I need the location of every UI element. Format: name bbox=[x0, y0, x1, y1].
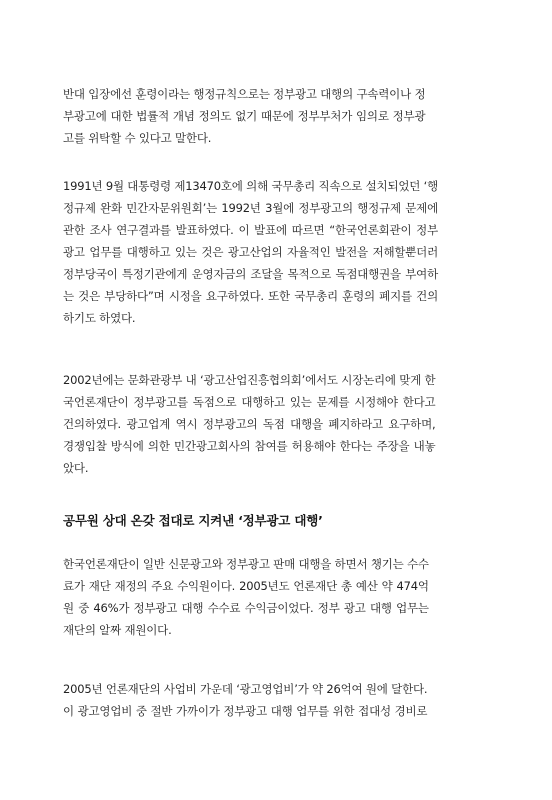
section-heading: 공무원 상대 온갖 접대로 지켜낸 ‘정부광고 대행’ bbox=[63, 513, 323, 528]
paragraph-2 bbox=[63, 175, 438, 329]
text-line: 부광고에 대한 법률적 개념 정의도 없기 때문에 정부부처가 임의로 정부광 bbox=[63, 109, 426, 123]
text-line: 반대 입장에선 훈령이라는 행정규칙으로는 정부광고 대행의 구속력이나 정 bbox=[63, 87, 426, 101]
text-line: 원 중 46%가 정부광고 대행 수수료 수익금이었다. 정부 광고 대행 업무는 bbox=[63, 601, 429, 615]
text-line: 재단의 알짜 재원이다. bbox=[63, 623, 172, 637]
text-line: 하기도 하였다. bbox=[63, 311, 136, 325]
text-line: 고를 위탁할 수 있다고 말한다. bbox=[63, 131, 212, 145]
text-line: 광고 업무를 대행하고 있는 것은 광고산업의 자율적인 발전을 저해할뿐더러 bbox=[63, 245, 438, 259]
text-line: 한국언론재단이 일반 신문광고와 정부광고 판매 대행을 하면서 챙기는 수수 bbox=[63, 557, 429, 571]
text-line: 1991년 9월 대통령령 제13470호에 의해 국무총리 직속으로 설치되었던 ‘행 bbox=[63, 179, 438, 193]
text-line: 경쟁입찰 방식에 의한 민간광고회사의 참여를 허용해야 한다는 주장을 내놓 bbox=[63, 439, 436, 453]
text-line: 관한 조사 연구결과를 발표하였다. 이 발표에 따르면 “한국언론회관이 정부 bbox=[63, 223, 438, 237]
text-line: 건의하였다. 광고업계 역시 정부광고의 독점 대행을 폐지하라고 요구하며, bbox=[63, 417, 436, 431]
text-line: 국언론재단이 정부광고를 독점으로 대행하고 있는 문제를 시정해야 한다고 bbox=[63, 395, 436, 409]
text-line: 이 광고영업비 중 절반 가까이가 정부광고 대행 업무를 위한 접대성 경비로 bbox=[63, 704, 428, 718]
text-line: 2005년 언론재단의 사업비 가운데 ‘광고영업비’가 약 26억여 원에 달한다. bbox=[63, 682, 428, 696]
paragraph-4 bbox=[63, 553, 429, 641]
paragraph-3 bbox=[63, 369, 435, 479]
text-line: 았다. bbox=[63, 461, 89, 475]
text-line: 정규제 완화 민간자문위원회’는 1992년 3월에 정부광고의 행정규제 문제에 bbox=[63, 201, 438, 215]
text-line: 2002년에는 문화관광부 내 ‘광고산업진흥협의회’에서도 시장논리에 맞게 한 bbox=[63, 373, 436, 387]
text-line: 정부당국이 특정기관에게 운영자금의 조달을 목적으로 독점대행권을 부여하 bbox=[63, 267, 438, 281]
text-line: 는 것은 부당하다”며 시정을 요구하였다. 또한 국무총리 훈령의 폐지를 건의 bbox=[63, 289, 438, 303]
paragraph-1 bbox=[63, 83, 425, 149]
text-line: 료가 재단 재정의 주요 수익원이다. 2005년도 언론재단 총 예산 약 474억 bbox=[63, 579, 429, 593]
paragraph-5 bbox=[63, 678, 427, 722]
